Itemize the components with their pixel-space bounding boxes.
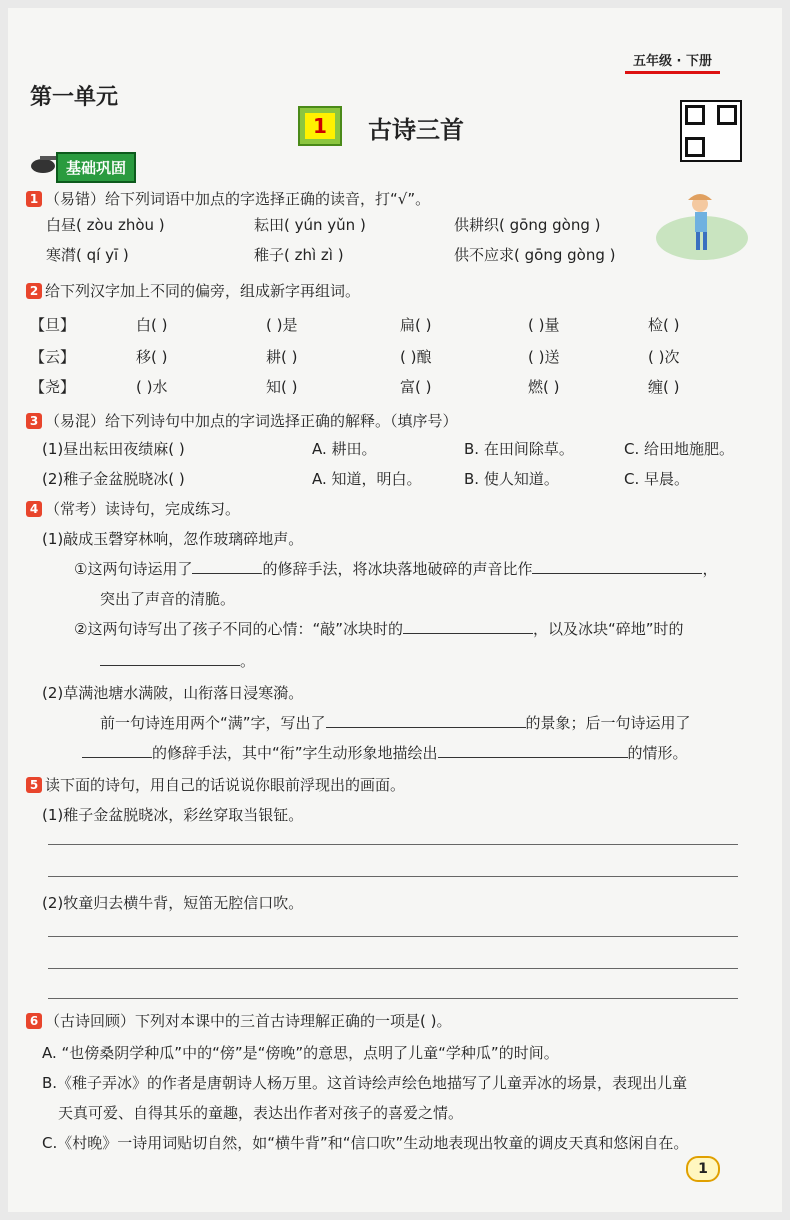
option-b: B. 使人知道。 — [464, 470, 559, 488]
poem-prompt: (1)敲成玉磬穿林响，忽作玻璃碎地声。 — [42, 530, 304, 548]
pinyin-item: 供不应求( gōng gòng ) — [454, 246, 616, 264]
word-blank[interactable]: 燃( ) — [528, 378, 560, 396]
question-number: 5 — [26, 777, 42, 793]
text: ，以及冰块“碎地”时的 — [533, 620, 684, 638]
question-number: 4 — [26, 501, 42, 517]
qr-code[interactable] — [680, 100, 742, 162]
answer-blank[interactable] — [532, 573, 702, 574]
question-6 — [26, 1010, 452, 1031]
section-tag: 基础巩固 — [56, 152, 136, 183]
lesson-number-badge — [298, 106, 342, 146]
option-c: C. 早晨。 — [624, 470, 690, 488]
word-blank[interactable]: 富( ) — [400, 378, 432, 396]
question-2 — [26, 280, 360, 301]
fill-sentence — [74, 558, 717, 579]
text: ， — [702, 560, 718, 578]
question-number: 2 — [26, 283, 42, 299]
lesson-title: 古诗三首 — [368, 116, 464, 144]
question-number: 1 — [26, 191, 42, 207]
option-b-cont: 天真可爱、自得其乐的童趣，表达出作者对孩子的喜爱之情。 — [58, 1104, 464, 1122]
unit-title: 第一单元 — [30, 85, 119, 110]
text: 前一句诗连用两个“满”字，写出了 — [100, 714, 326, 732]
question-prompt: 下列对本课中的三首古诗理解正确的一项是( )。 — [135, 1012, 452, 1030]
pen-icon — [28, 154, 58, 176]
fill-sentence — [100, 650, 255, 671]
poem-line[interactable]: (1)昼出耘田夜绩麻( ) — [42, 440, 185, 458]
fill-sentence — [82, 742, 688, 763]
pinyin-item: 稚子( zhì zì ) — [254, 246, 344, 264]
question-tag: （易混） — [45, 412, 106, 430]
question-prompt: 给下列汉字加上不同的偏旁，组成新字再组词。 — [45, 282, 361, 300]
word-blank[interactable]: 扁( ) — [400, 316, 432, 334]
answer-blank[interactable] — [100, 665, 240, 666]
section-header — [28, 152, 136, 183]
writing-line[interactable] — [48, 876, 738, 877]
answer-blank[interactable] — [192, 573, 262, 574]
option-a: A. 耕田。 — [312, 440, 377, 458]
radical-label: 【云】 — [30, 348, 76, 366]
option-b: B. 在田间除草。 — [464, 440, 574, 458]
fill-sentence — [74, 618, 684, 639]
question-tag: （易错） — [45, 190, 106, 208]
writing-line[interactable] — [48, 998, 738, 999]
fill-sentence: 突出了声音的清脆。 — [100, 590, 236, 608]
poem-line[interactable]: (2)稚子金盆脱晓冰( ) — [42, 470, 185, 488]
question-1 — [26, 188, 430, 209]
child-illustration — [652, 188, 752, 264]
writing-line[interactable] — [48, 968, 738, 969]
word-blank[interactable]: 耕( ) — [266, 348, 298, 366]
word-blank[interactable]: ( )水 — [136, 378, 168, 396]
answer-blank[interactable] — [326, 727, 526, 728]
word-blank[interactable]: ( )酿 — [400, 348, 432, 366]
question-3 — [26, 410, 458, 431]
word-blank[interactable]: 移( ) — [136, 348, 168, 366]
question-number: 6 — [26, 1013, 42, 1029]
question-prompt: 读下面的诗句，用自己的话说说你眼前浮现出的画面。 — [45, 776, 406, 794]
text: 。 — [240, 652, 256, 670]
option-a: A. “也傍桑阴学种瓜”中的“傍”是“傍晚”的意思，点明了儿童“学种瓜”的时间。 — [42, 1044, 559, 1062]
radical-label: 【旦】 — [30, 316, 76, 334]
question-prompt: 给下列诗句中加点的字词选择正确的解释。（填序号） — [105, 412, 458, 430]
text: 的修辞手法，其中“衔”字生动形象地描绘出 — [152, 744, 438, 762]
question-prompt: 给下列词语中加点的字选择正确的读音，打“√”。 — [105, 190, 431, 208]
poem-prompt: (1)稚子金盆脱晓冰，彩丝穿取当银钲。 — [42, 806, 304, 824]
pinyin-item: 耘田( yún yǔn ) — [254, 216, 366, 234]
fill-sentence — [100, 712, 691, 733]
text: ②这两句诗写出了孩子不同的心情：“敲”冰块时的 — [74, 620, 403, 638]
option-a: A. 知道，明白。 — [312, 470, 422, 488]
question-5 — [26, 774, 405, 795]
text: ①这两句诗运用了 — [74, 560, 193, 578]
text: 的修辞手法，将冰块落地破碎的声音比作 — [262, 560, 533, 578]
pinyin-item: 白昼( zòu zhòu ) — [46, 216, 165, 234]
word-blank[interactable]: 知( ) — [266, 378, 298, 396]
answer-blank[interactable] — [82, 757, 152, 758]
lesson-number: 1 — [305, 113, 335, 139]
word-blank[interactable]: 缠( ) — [648, 378, 680, 396]
grade-label: 五年级 · 下册 — [625, 48, 720, 74]
pinyin-item: 供耕织( gōng gòng ) — [454, 216, 601, 234]
answer-blank[interactable] — [438, 757, 628, 758]
page-number: 1 — [686, 1156, 720, 1182]
question-tag: （常考） — [45, 500, 106, 518]
text: 的情形。 — [627, 744, 688, 762]
question-tag: （古诗回顾） — [45, 1012, 136, 1030]
writing-line[interactable] — [48, 844, 738, 845]
question-prompt: 读诗句，完成练习。 — [105, 500, 241, 518]
question-4 — [26, 498, 240, 519]
pinyin-item: 寒潸( qí yī ) — [46, 246, 129, 264]
writing-line[interactable] — [48, 936, 738, 937]
option-c: C.《村晚》一诗用词贴切自然，如“横牛背”和“信口吹”生动地表现出牧童的调皮天真和悠闲自在。 — [42, 1134, 689, 1152]
answer-blank[interactable] — [403, 633, 533, 634]
workbook-page — [8, 8, 782, 1212]
poem-prompt: (2)牧童归去横牛背，短笛无腔信口吹。 — [42, 894, 304, 912]
question-number: 3 — [26, 413, 42, 429]
option-b: B.《稚子弄冰》的作者是唐朝诗人杨万里。这首诗绘声绘色地描写了儿童弄冰的场景，表现出儿童 — [42, 1074, 688, 1092]
poem-prompt: (2)草满池塘水满陂，山衔落日浸寒漪。 — [42, 684, 304, 702]
word-blank[interactable]: ( )量 — [528, 316, 560, 334]
radical-label: 【尧】 — [30, 378, 76, 396]
option-c: C. 给田地施肥。 — [624, 440, 735, 458]
text: 的景象；后一句诗运用了 — [525, 714, 691, 732]
word-blank[interactable]: ( )送 — [528, 348, 560, 366]
word-blank[interactable]: 白( ) — [136, 316, 168, 334]
word-blank[interactable]: 检( ) — [648, 316, 680, 334]
word-blank[interactable]: ( )次 — [648, 348, 680, 366]
word-blank[interactable]: ( )是 — [266, 316, 298, 334]
